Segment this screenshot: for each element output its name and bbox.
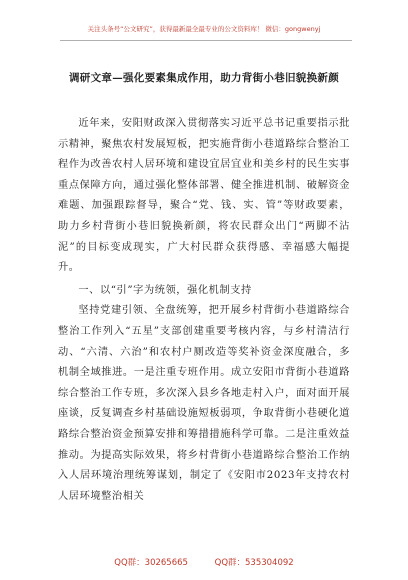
intro-paragraph: 近年来，安阳财政深入贯彻落实习近平总书记重要指示批示精神，聚焦农村发展短板，把实施背街小巷道路综合整治工程作为改善农村人居环境和建设宜居宜业和美乡村的民生实事重点保障方向，通过强化整体部署、健全推进机制、破解资金难题、加强跟踪督导，聚合“党、钱、实、管”等财政要素，助力乡村背街小巷旧貌换新颜，将农民群众出门“两脚不沾泥”的目标变成现实，广大村民群众获得感、幸福感大幅提升。 bbox=[58, 118, 350, 274]
header-note: 关注头条号“公文研究”，获得最新最全最专业的公文资料库！ 微信：gongwenyj bbox=[87, 25, 321, 33]
document-title: 调研文章—强化要素集成作用，助力背街小巷旧貌换新颜 bbox=[69, 72, 339, 84]
document-body bbox=[58, 114, 350, 509]
footer-qq-group-1: QQ群：30265665 bbox=[114, 558, 188, 568]
section-heading: 一、以“引”字为统领，强化机制支持 bbox=[78, 285, 252, 297]
header-divider bbox=[60, 40, 352, 41]
footer-qq-group-2: QQ群：535304092 bbox=[214, 558, 294, 568]
section-paragraph: 坚持党建引领、全盘统筹，把开展乡村背街小巷道路综合整治工作列入“五星”支部创建重要考核内容，与乡村清洁行动、“六清、六治”和农村户厕改造等奖补资金深度融合，多机制全域推进。一是注重专班作用。成立安阳市背街小巷道路综合整治工作专班，多次深入县乡各地走村入户，面对面开展座谈，反复调查乡村基础设施短板弱项，争取背街小巷硬化道路综合整治资金预算安排和筹措措施科学可靠。二是注重效益推动。为提高实际效果，将乡村背街小巷道路综合整治工作纳入人居环境治理统筹谋划，制定了《安阳市2023年支持农村人居环境整治相关 bbox=[58, 305, 350, 502]
footer bbox=[0, 556, 408, 568]
